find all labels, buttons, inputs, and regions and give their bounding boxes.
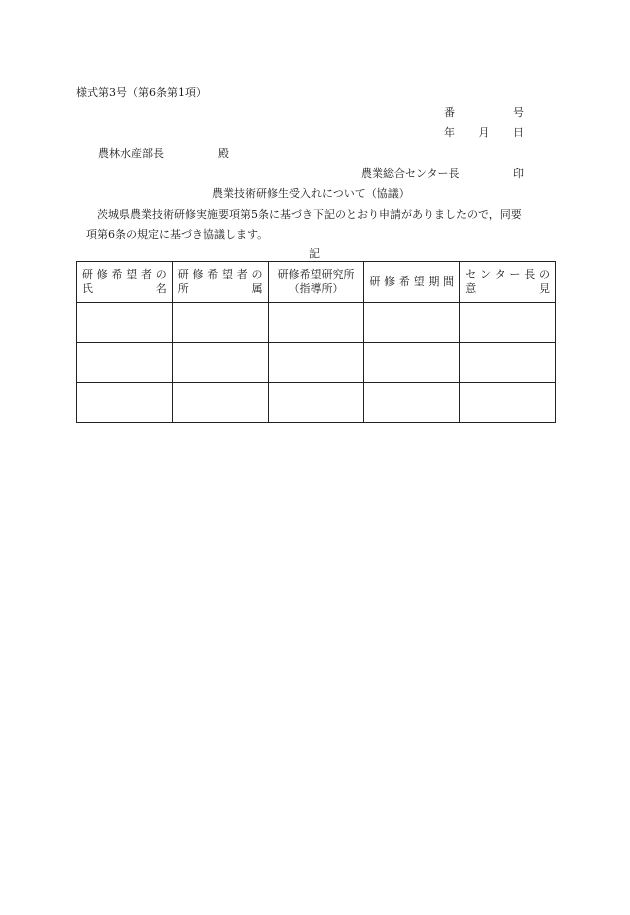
table-cell: [77, 303, 173, 343]
header-char: 者: [236, 268, 248, 281]
table-cell: [77, 383, 173, 423]
table-cell: [460, 383, 556, 423]
form-id: 様式第3号（第6条第1項）: [76, 86, 207, 99]
table-cell: [77, 343, 173, 383]
addressee-honorific: 殿: [218, 147, 229, 160]
request-table: [76, 261, 556, 423]
header-char: 修: [96, 268, 108, 281]
header-char: 希: [207, 268, 219, 281]
header-char: 研: [82, 268, 93, 281]
header-char: 望: [413, 275, 425, 288]
table-cell: [172, 343, 268, 383]
header-char: 修: [192, 268, 204, 281]
header-line: 研修希望研究所: [277, 268, 355, 281]
table-cell: [172, 303, 268, 343]
table-row: [77, 343, 556, 383]
header-char: タ: [494, 268, 506, 281]
sender-seal: 印: [513, 167, 524, 180]
table-cell: [364, 383, 460, 423]
header-char: 研: [369, 275, 381, 288]
body-text-line-1: 茨城県農業技術研修実施要項第5条に基づき下記のとおり申請がありましたので，同要: [97, 208, 522, 221]
header-char: 期: [428, 275, 440, 288]
header-char: 氏: [82, 282, 93, 295]
table-row: [77, 303, 556, 343]
number-label: [444, 106, 524, 120]
header-training-period: [364, 262, 460, 303]
number-char: 番: [444, 106, 455, 119]
header-char: 属: [251, 282, 263, 295]
header-applicant-affiliation: [172, 262, 268, 303]
addressee-name: 農林水産部長: [98, 147, 164, 160]
header-char: の: [251, 268, 263, 281]
header-director-opinion: [460, 262, 556, 303]
table-cell: [172, 383, 268, 423]
header-line: （指導所）: [288, 282, 344, 295]
header-char: 見: [539, 282, 550, 295]
sender-name: 農業総合センター長: [361, 167, 460, 180]
header-char: 研: [177, 268, 189, 281]
header-char: 間: [443, 275, 455, 288]
header-char: ン: [479, 268, 491, 281]
header-char: 希: [111, 268, 123, 281]
header-char: セ: [465, 268, 477, 281]
header-char: 長: [524, 268, 536, 281]
table-cell: [460, 343, 556, 383]
year-label: 年: [444, 126, 455, 139]
header-char: 者: [141, 268, 152, 281]
body-text-line-2: 項第6条の規定に基づき協議します。: [86, 228, 269, 241]
table-cell: [268, 383, 364, 423]
table-row: [77, 383, 556, 423]
header-char: 名: [155, 282, 167, 295]
header-char: の: [538, 268, 550, 281]
header-char: 所: [177, 282, 189, 295]
header-research-institute: [268, 262, 364, 303]
header-char: ー: [509, 268, 521, 281]
table-cell: [268, 343, 364, 383]
subject-title: 農業技術研修生受入れについて（協議）: [212, 187, 410, 200]
ki-label: 記: [309, 247, 320, 260]
header-char: の: [155, 268, 167, 281]
header-char: 意: [465, 282, 477, 295]
number-char: 号: [513, 106, 524, 119]
header-char: 望: [222, 268, 234, 281]
table-cell: [364, 303, 460, 343]
month-label: 月: [478, 126, 490, 139]
header-applicant-name: [77, 262, 173, 303]
header-char: 希: [398, 275, 410, 288]
day-label: 日: [513, 126, 524, 139]
date-label: [444, 126, 524, 140]
table-cell: [364, 343, 460, 383]
header-char: 修: [384, 275, 396, 288]
table-cell: [268, 303, 364, 343]
table-cell: [460, 303, 556, 343]
header-char: 望: [126, 268, 138, 281]
